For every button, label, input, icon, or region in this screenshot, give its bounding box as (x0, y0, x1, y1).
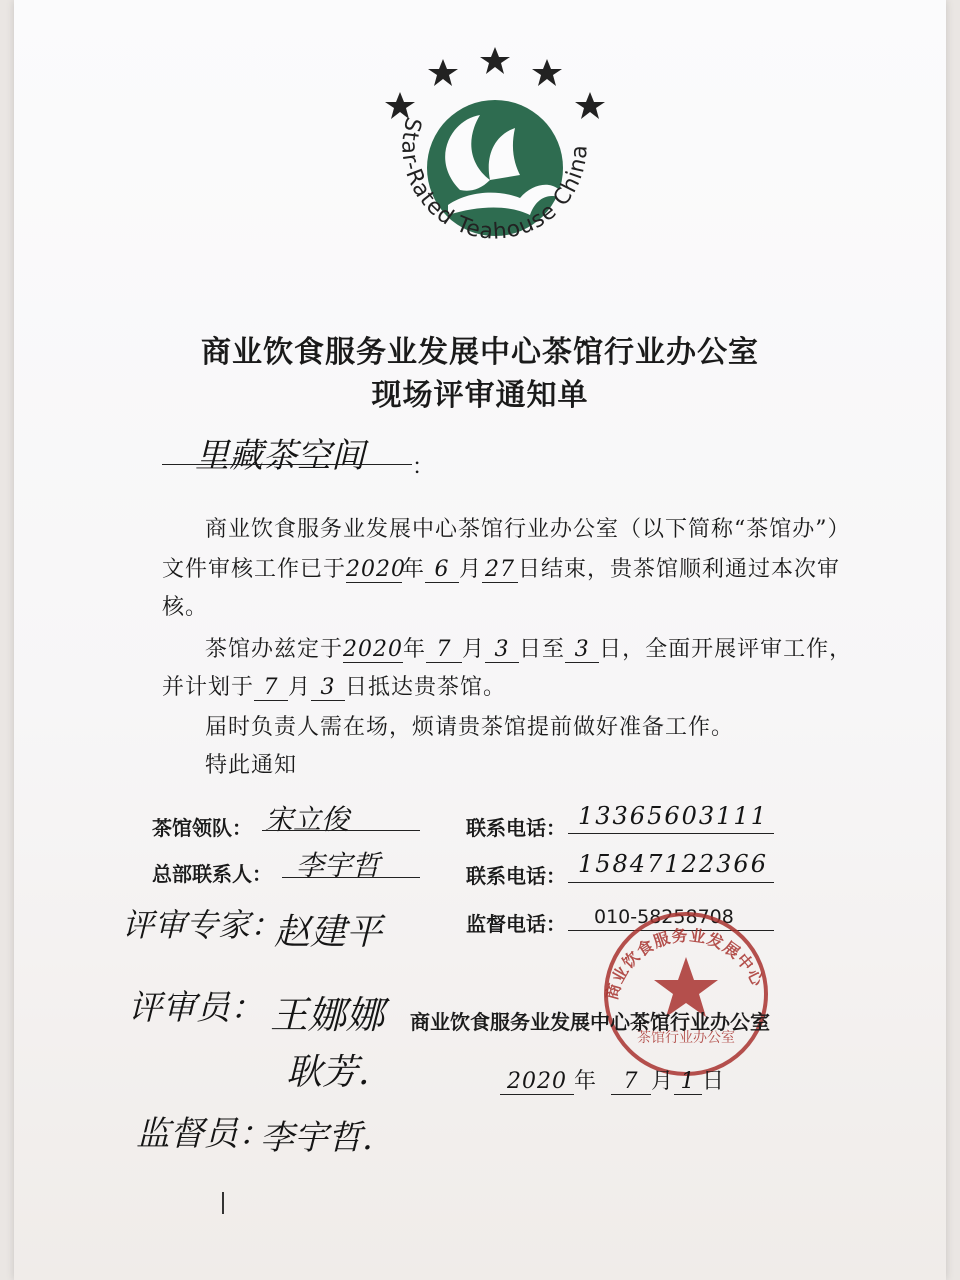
para3: 届时负责人需在场，烦请贵茶馆提前做好准备工作。 (205, 715, 735, 740)
signature-day: 1 (674, 1069, 702, 1095)
recipient-suffix: ： (412, 455, 436, 480)
supervisor-label: 监督员： (136, 1114, 272, 1154)
reviewer-value-1: 王娜娜 (270, 993, 385, 1037)
para2-line2 (162, 670, 506, 701)
para2-mid: 日至 (519, 637, 566, 662)
leader-value: 宋立俊 (265, 803, 350, 836)
signature-org: 商业饮食服务业发展中心茶馆行业办公室 (410, 1010, 770, 1034)
seal-bottom-text: 茶馆行业办公室 (637, 1030, 735, 1046)
para2-arrival-month-unit: 月 (288, 675, 312, 700)
para1-prefix: 文件审核工作已于 (162, 557, 347, 582)
phone2-value: 15847122366 (578, 850, 768, 878)
phone1-underline (568, 833, 774, 834)
closing: 特此通知 (205, 753, 298, 778)
supervisor-value: 李宇哲. (260, 1118, 373, 1158)
star-icon (428, 59, 458, 86)
para2-month: 7 (426, 637, 462, 663)
logo-ring-text: Star-Rated Teahouse China (396, 114, 593, 245)
hq-contact-underline (282, 877, 420, 878)
signature-year-unit: 年 (574, 1069, 598, 1094)
pen-mark (222, 1192, 224, 1214)
expert-label: 评审专家： (122, 906, 283, 944)
para2-line1 (205, 632, 852, 663)
signature-year: 2020 (500, 1069, 574, 1095)
para1-month-unit: 月 (459, 557, 483, 582)
para2-month-unit: 月 (462, 637, 486, 662)
title-line-1: 商业饮食服务业发展中心茶馆行业办公室 (201, 335, 759, 370)
official-seal-stamp (586, 902, 786, 1082)
signature-day-unit: 日 (702, 1069, 726, 1094)
para1-month: 6 (425, 557, 459, 583)
star-icon (575, 92, 605, 119)
signature-month: 7 (611, 1069, 651, 1095)
reviewer-label: 评审员： (128, 988, 264, 1028)
para1-day-unit: 日结束，贵茶馆顺利通过本次审 (518, 557, 841, 582)
para2-line2-prefix: 并计划于 (162, 675, 255, 700)
supervise-phone-label: 监督电话： (466, 912, 566, 936)
para2-year: 2020 (343, 637, 404, 662)
phone1-value: 13365603111 (578, 802, 768, 830)
hq-contact-value: 李宇哲 (296, 849, 381, 882)
para2-line2-suffix: 日抵达贵茶馆。 (345, 675, 507, 700)
expert-value: 赵建平 (274, 912, 383, 953)
para1-line2 (162, 552, 840, 583)
signature-month-unit: 月 (651, 1069, 675, 1094)
phone2-label: 联系电话： (466, 864, 566, 888)
leader-underline (262, 830, 420, 831)
title-line-2: 现场评审通知单 (371, 378, 589, 413)
para2-year-unit: 年 (403, 637, 427, 662)
leader-label: 茶馆领队： (152, 816, 252, 840)
para2-day-to: 3 (565, 637, 599, 663)
supervise-phone-value: 010-58258708 (594, 906, 734, 928)
para1-year: 2020 (346, 557, 407, 582)
para1-line3: 核。 (162, 595, 209, 620)
para1-day: 27 (482, 557, 518, 583)
signature-date (500, 1064, 725, 1095)
reviewer-value-2: 耿芳. (286, 1052, 370, 1093)
para1-line1: 商业饮食服务业发展中心茶馆行业办公室（以下简称“茶馆办”） (205, 517, 851, 542)
seal-top-text: 商业饮食服务业发展中心 (601, 925, 768, 1002)
star-icon (385, 92, 415, 119)
star-icon (480, 47, 510, 74)
star-rated-teahouse-logo (370, 40, 620, 290)
recipient-underline (162, 464, 412, 465)
para2-suffix: 日，全面开展评审工作， (599, 637, 853, 662)
recipient-name: 里藏茶空间 (195, 436, 365, 476)
para2-prefix: 茶馆办兹定于 (205, 637, 344, 662)
para2-arrival-month: 7 (254, 675, 288, 701)
phone2-underline (568, 882, 774, 883)
para2-day-from: 3 (485, 637, 519, 663)
para1-year-unit: 年 (402, 557, 426, 582)
para2-arrival-day: 3 (311, 675, 345, 701)
hq-contact-label: 总部联系人： (152, 862, 272, 886)
star-icon (532, 59, 562, 86)
phone1-label: 联系电话： (466, 816, 566, 840)
